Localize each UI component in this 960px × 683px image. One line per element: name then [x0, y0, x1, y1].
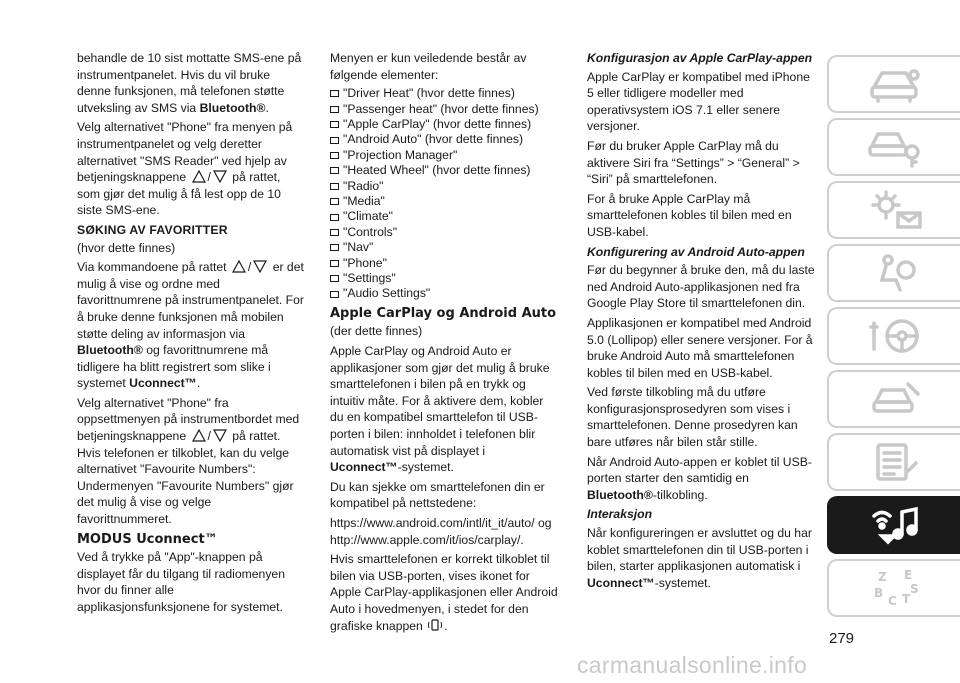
menu-element-item: "Apple CarPlay" (hvor dette finnes): [330, 117, 560, 132]
column-2: [330, 50, 560, 637]
chapter-tabs: [827, 55, 960, 622]
paragraph-app-button: Ved å trykke på "App"-knappen på displayet får du tilgang til radiomenyen hvor du finner alle applikasjonsfunksjonene for systemet.: [77, 550, 285, 614]
index-letter-c: C: [887, 594, 897, 608]
checkbox-square-icon: [330, 183, 339, 190]
favorites-note: (hvor dette finnes): [77, 240, 176, 255]
paragraph-android-compat: Applikasjonen er kompatibel med Android 5.0 (Lollipop) eller senere versjoner. For å bruke Android Auto må smarttelefonen kobles til bilen med en USB-kabel.: [587, 315, 813, 380]
menu-element-item: "Heated Wheel" (hvor dette finnes): [330, 163, 560, 178]
paragraph-compatibility: Du kan sjekke om smarttelefonen din er kompatibel på nettstedene:: [330, 479, 545, 511]
menu-element-item: "Passenger heat" (hvor dette finnes): [330, 102, 560, 117]
heading-interaction: Interaksjon: [587, 507, 653, 522]
heading-favorites: SØKING AV FAVORITTER: [77, 222, 228, 237]
heading-carplay-android: Apple CarPlay og Android Auto: [330, 305, 557, 321]
paragraph-carplay-compat: Apple CarPlay er kompatibel med iPhone 5 eller tidligere modeller med operativsystem iOS 7.1 eller senere versjoner.: [587, 69, 810, 134]
paragraph-android-download: Før du begynner å bruke den, må du laste ned Android Auto-applikasjonen ned fra Google Play Store til smarttelefonen din.: [587, 263, 815, 311]
paragraph-usb-icon: Hvis smarttelefonen er korrekt tilkoblet til bilen via USB-porten, vises ikonet for Apple CarPlay-applikasjonen eller Android Auto i hovedmenyen, i stedet for den grafiske knappen .: [330, 552, 558, 633]
phone-projection-icon: [428, 618, 442, 632]
menu-element-item: "Controls": [330, 225, 560, 240]
menu-element-list: [330, 86, 560, 302]
checkbox-square-icon: [330, 260, 339, 267]
tab-emergency[interactable]: [827, 370, 960, 428]
checkbox-square-icon: [330, 214, 339, 221]
heading-android-config: Konfigurering av Android Auto-appen: [587, 244, 805, 259]
checkbox-square-icon: [330, 137, 339, 144]
tab-dashboard[interactable]: [827, 55, 960, 113]
checkbox-square-icon: [330, 152, 339, 159]
index-letters-icon: [864, 567, 926, 609]
index-letter-z: Z: [877, 570, 887, 584]
checkbox-square-icon: [330, 106, 339, 113]
paragraph-interaction: Når konfigureringen er avsluttet og du har koblet smarttelefonen din til USB-porten i bilen, starter applikasjonen automatisk i Uconnect™-systemet.: [587, 526, 812, 590]
lights-warning-icon: [864, 189, 926, 231]
document-list-icon: [864, 441, 926, 483]
page-number: 279: [829, 630, 855, 647]
tab-driving[interactable]: [827, 307, 960, 365]
airbag-seat-icon: [864, 252, 926, 294]
tab-multimedia[interactable]: [827, 496, 960, 554]
tab-index[interactable]: [827, 559, 960, 617]
column-1: [77, 50, 305, 619]
index-letter-s: S: [909, 582, 919, 596]
tab-safety[interactable]: [827, 244, 960, 302]
paragraph-sms: behandle de 10 sist mottatte SMS-ene på instrumentpanelet. Hvis du vil bruke denne funksjonen, må telefonen støtte utveksling av SMS via Bluetooth®.: [77, 51, 302, 115]
menu-element-item: "Android Auto" (hvor dette finnes): [330, 132, 560, 147]
paragraph-carplay-intro: Apple CarPlay og Android Auto er applikasjoner som gjør det mulig å bruke smarttelefonen i bilen på en trykk og intuitiv måte. For å aktivere dem, kobler du en kompatibel smarttelefon til USB-porten i bilen: innholdet i telefonen blir automatisk vist på displayet i Uconnect™-systemet.: [330, 344, 550, 475]
checkbox-square-icon: [330, 244, 339, 251]
triangle-down-icon: [253, 260, 267, 273]
column-3: [587, 50, 817, 594]
watermark: carmanualsonline.info: [577, 652, 808, 678]
triangle-up-icon: [192, 429, 206, 442]
menu-intro: Menyen er kun veiledende består av følgende elementer:: [330, 51, 527, 82]
multimedia-active-icon: [864, 504, 926, 546]
menu-element-item: "Projection Manager": [330, 148, 560, 163]
heading-uconnect-mode: MODUS Uconnect™: [77, 531, 218, 547]
paragraph-favorites: Via kommandoene på rattet / er det mulig å vise og ordne med favorittnumrene på instrumentpanelet. For å bruke denne funksjonen må mobilen støtte deling av informasjon via Bluetooth® og favorittnumrene må tidligere ha blitt registrert som slike i systemet Uconnect™.: [77, 260, 304, 391]
tab-lights[interactable]: [827, 181, 960, 239]
paragraph-first-connection: Ved første tilkobling må du utføre konfigurasjonsprosedyren som vises i smarttelefonen. Denne prosedyren kan bare utføres når bilen står stille.: [587, 385, 798, 450]
paragraph-carplay-usb: For å bruke Apple CarPlay må smarttelefonen kobles til bilen med en USB-kabel.: [587, 191, 792, 239]
paragraph-sms-reader: Velg alternativet "Phone" fra menyen på instrumentpanelet og velg deretter alternativet "SMS Reader" ved hjelp av betjeningsknappene / på rattet, som gjør det mulig å få lest opp de 10 siste SMS-ene.: [77, 120, 293, 218]
triangle-down-icon: [213, 170, 227, 183]
paragraph-favourite-numbers: Velg alternativet "Phone" fra oppsettmenyen på instrumentbordet med betjeningsknappene / på rattet. Hvis telefonen er tilkoblet, kan du velge alternativet "Favourite Numbers": Undermenyen "Favourite Numbers" gjør det mulig å vise og velge favorittnummeret.: [77, 395, 300, 527]
menu-element-item: "Nav": [330, 240, 560, 255]
checkbox-square-icon: [330, 121, 339, 128]
paragraph-urls: https://www.android.com/intl/it_it/auto/ og http://www.apple.com/it/ios/carplay/.: [330, 516, 552, 547]
checkbox-square-icon: [330, 198, 339, 205]
heading-carplay-config: Konfigurasjon av Apple CarPlay-appen: [587, 51, 813, 65]
checkbox-square-icon: [330, 275, 339, 282]
paragraph-siri: Før du bruker Apple CarPlay må du aktivere Siri fra “Settings” > “General” > “Siri” på smarttelefonen.: [587, 138, 800, 187]
checkbox-square-icon: [330, 291, 339, 298]
carplay-note: (der dette finnes): [330, 324, 423, 339]
steering-wheel-icon: [864, 315, 926, 357]
checkbox-square-icon: [330, 90, 339, 97]
index-letter-e: E: [903, 568, 912, 582]
menu-element-item: "Settings": [330, 271, 560, 286]
menu-element-item: "Audio Settings": [330, 286, 560, 301]
triangle-down-icon: [213, 429, 227, 442]
menu-element-item: "Radio": [330, 179, 560, 194]
tab-maintenance[interactable]: [827, 433, 960, 491]
menu-element-item: "Climate": [330, 209, 560, 224]
menu-element-item: "Driver Heat" (hvor dette finnes): [330, 86, 560, 101]
index-letter-t: T: [901, 592, 910, 606]
checkbox-square-icon: [330, 167, 339, 174]
menu-element-item: "Media": [330, 194, 560, 209]
triangle-up-icon: [232, 260, 246, 273]
index-letter-b: B: [873, 586, 883, 600]
checkbox-square-icon: [330, 229, 339, 236]
car-service-icon: [864, 378, 926, 420]
car-keys-icon: [864, 126, 926, 168]
paragraph-bluetooth: Når Android Auto-appen er koblet til USB-porten starter den samtidig en Bluetooth®-tilkobling.: [587, 454, 812, 502]
car-dashboard-icon: [864, 63, 926, 105]
tab-keys[interactable]: [827, 118, 960, 176]
triangle-up-icon: [192, 170, 206, 183]
menu-element-item: "Phone": [330, 256, 560, 271]
